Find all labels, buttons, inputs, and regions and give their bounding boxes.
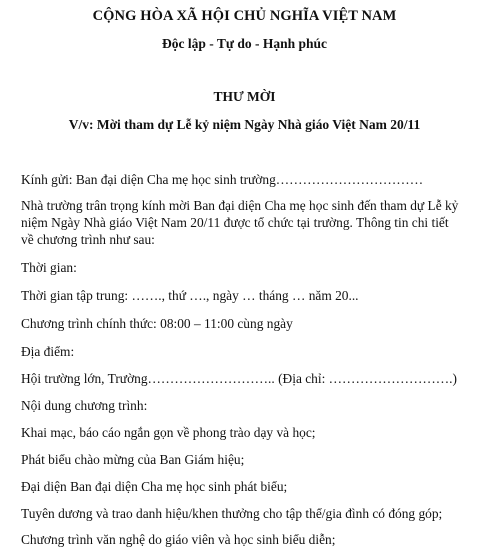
program-item: Phát biểu chào mừng của Ban Giám hiệu; (21, 452, 245, 467)
gathering-time: Thời gian tập trung: ……., thứ …., ngày … tháng … năm 20... (21, 288, 359, 303)
venue-line: Hội trường lớn, Trường……………………….. (Địa chỉ: ……………………….) (21, 371, 457, 386)
nation-heading: CỘNG HÒA XÃ HỘI CHỦ NGHĨA VIỆT NAM (92, 8, 397, 24)
location-heading: Địa điểm: (21, 344, 75, 359)
program-item: Chương trình văn nghệ do giáo viên và học sinh biểu diễn; (21, 532, 336, 547)
time-heading: Thời gian: (21, 260, 77, 275)
program-item: Khai mạc, báo cáo ngắn gọn về phong trào dạy và học; (21, 425, 316, 440)
motto-heading: Độc lập - Tự do - Hạnh phúc (161, 36, 328, 51)
letter-subject: V/v: Mời tham dự Lễ kỷ niệm Ngày Nhà giáo Việt Nam 20/11 (68, 117, 421, 132)
intro-line-1: Nhà trường trân trọng kính mời Ban đại diện Cha mẹ học sinh đến tham dự Lễ kỷ (21, 198, 459, 213)
recipient-line: Kính gửi: Ban đại diện Cha mẹ học sinh trường…………………………… (21, 172, 424, 187)
content-heading: Nội dung chương trình: (21, 398, 148, 413)
intro-line-3: về chương trình như sau: (21, 232, 155, 247)
official-program-time: Chương trình chính thức: 08:00 – 11:00 cùng ngày (21, 316, 293, 331)
program-item: Đại diện Ban đại diện Cha mẹ học sinh phát biểu; (21, 479, 288, 494)
letter-title: THƯ MỜI (213, 89, 276, 104)
intro-line-2: niệm Ngày Nhà giáo Việt Nam 20/11 được tổ chức tại trường. Thông tin chi tiết (21, 215, 449, 230)
program-item: Tuyên dương và trao danh hiệu/khen thưởng cho tập thể/gia đình có đóng góp; (21, 506, 443, 521)
